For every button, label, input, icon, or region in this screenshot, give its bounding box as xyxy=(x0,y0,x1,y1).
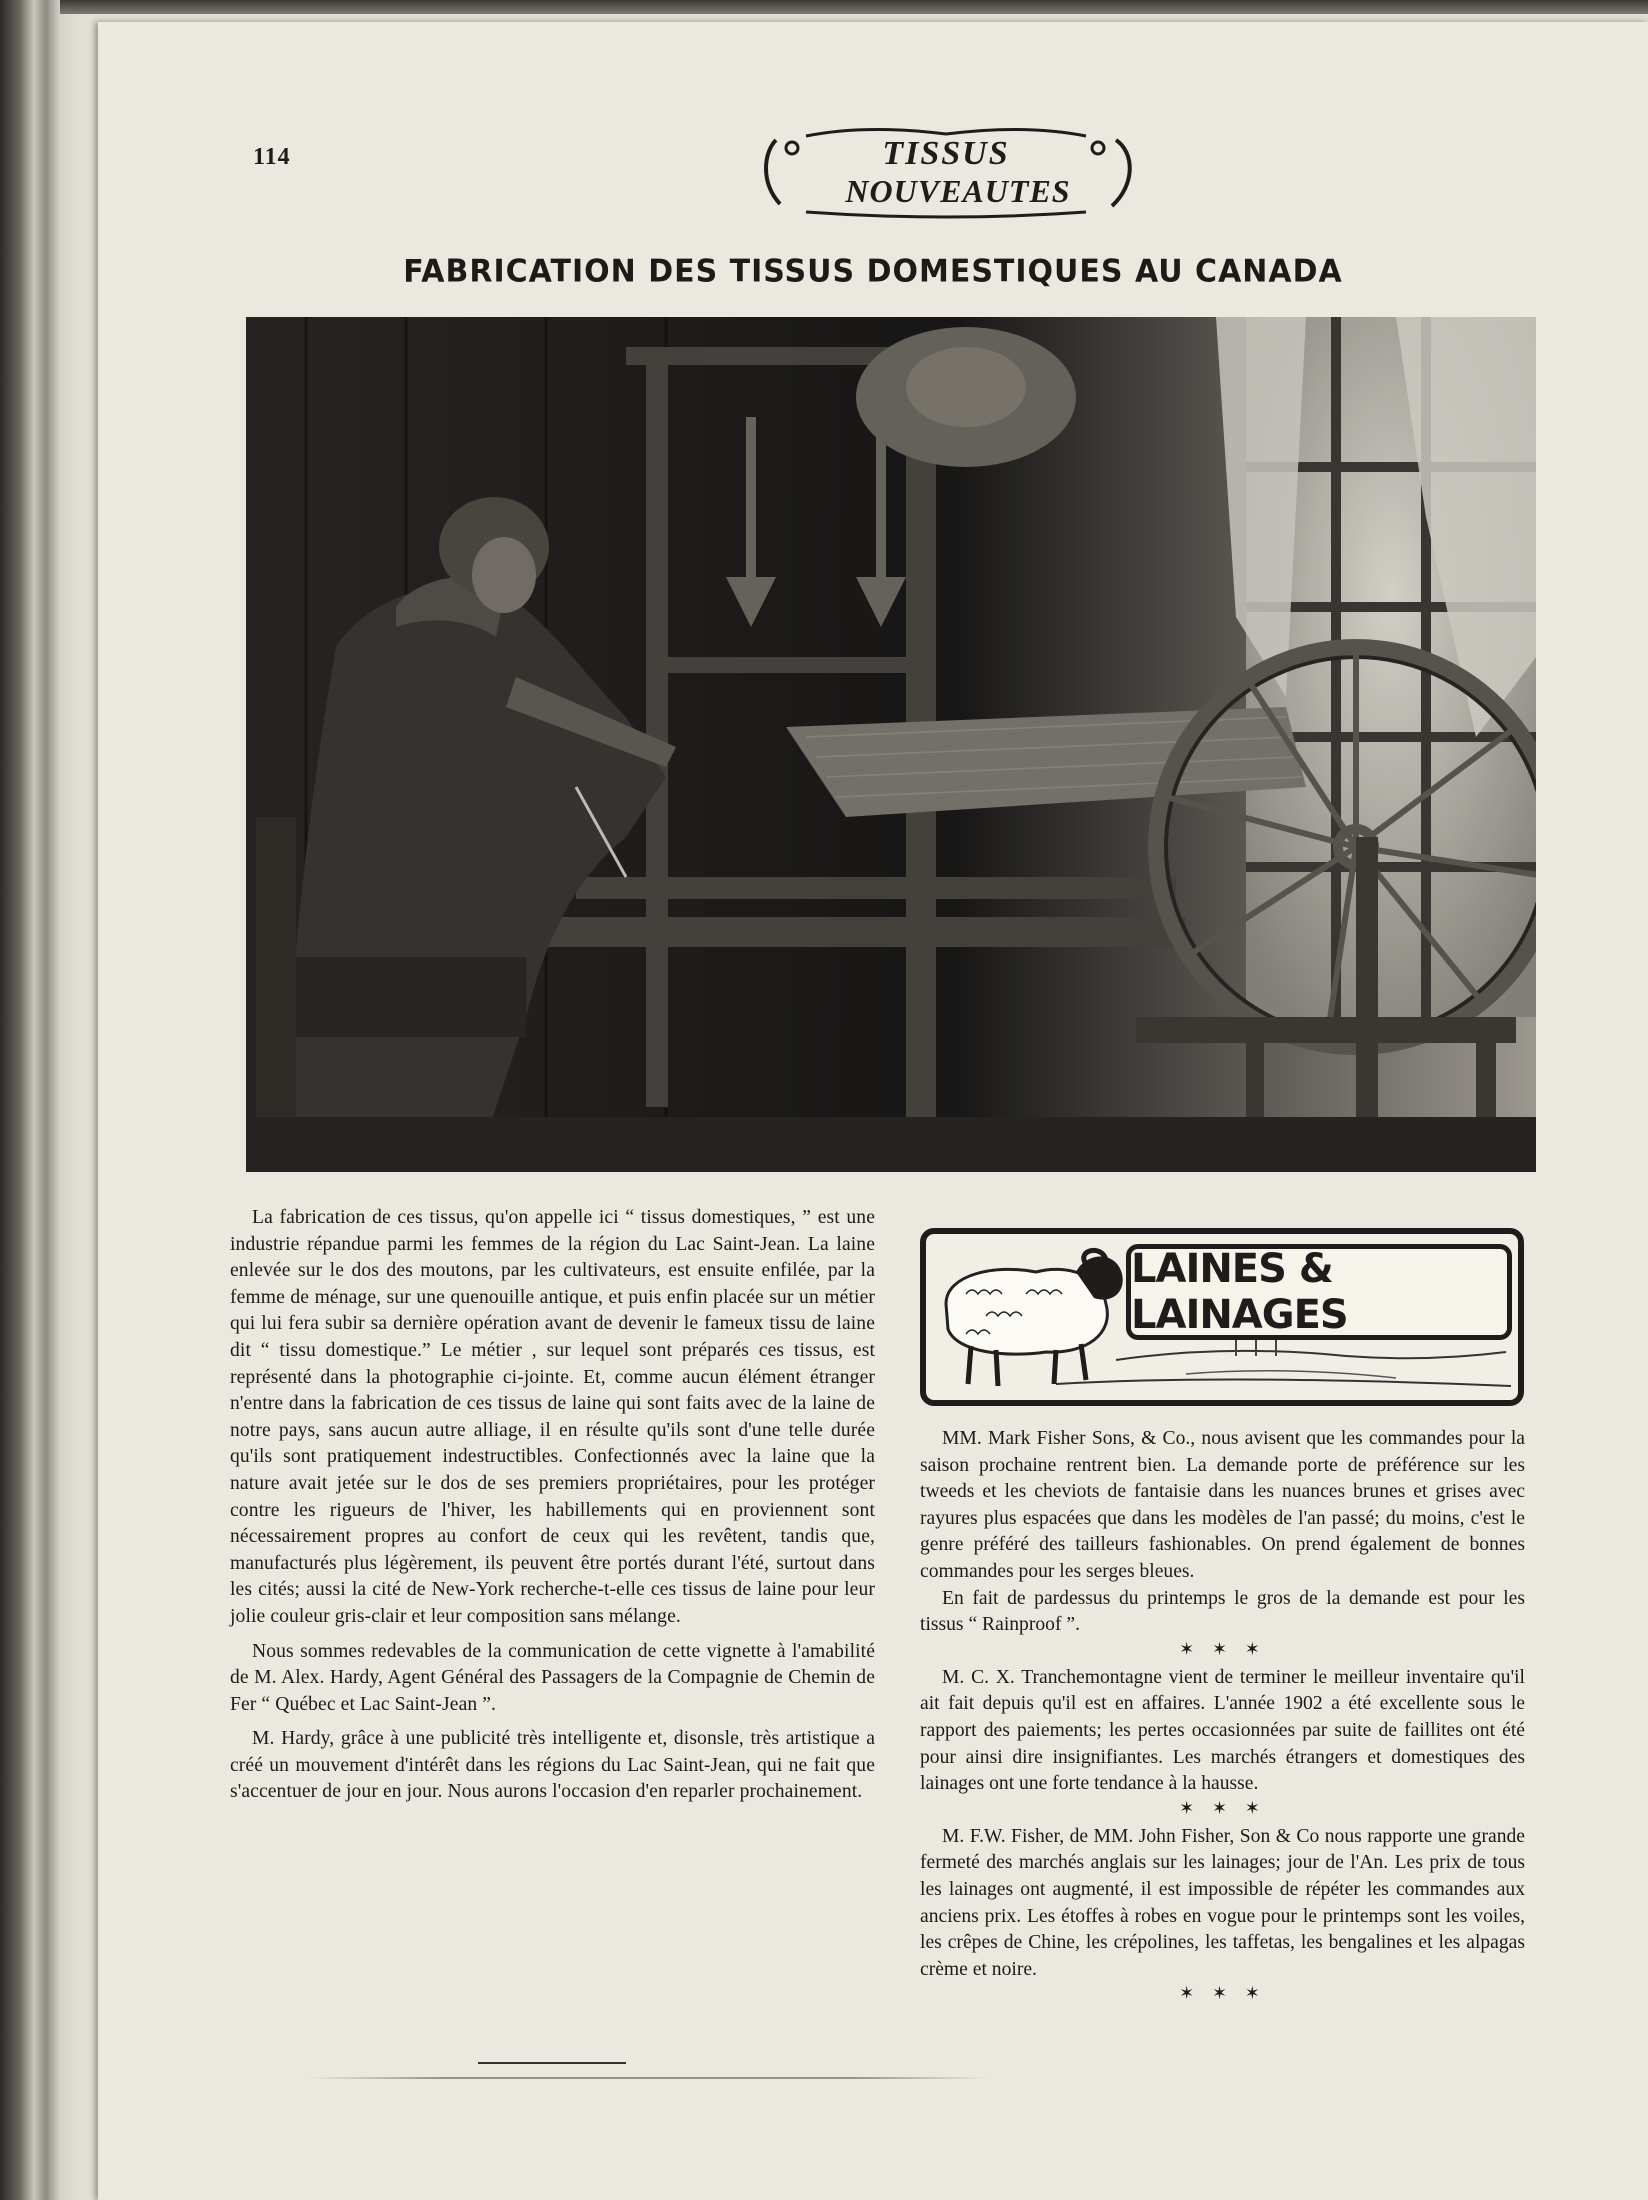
article-body xyxy=(230,1205,875,1806)
magazine-page xyxy=(98,22,1648,2200)
masthead-line1: TISSUS xyxy=(882,135,1010,172)
top-shadow-strip xyxy=(60,0,1648,14)
article-paragraph-1: La fabrication de ces tissus, qu'on appelle ici “ tissus domestiques, ” est une industrie répandue parmi les femmes de la région du Lac Saint-Jean. La laine enlevée sur le dos des moutons, par les cultivateurs, est ensuite enfilée, par la femme de ménage, sur une quenouille antique, et puis enfin placée sur un métier qui lui fera subir sa dernière opération avant de devenir le fameux tissu de laine dit “ tissu domestique.” Le métier , sur lequel sont préparés ces tissus, est représenté dans la photographie ci-jointe. Et, comme aucun élément étranger n'entre dans la fabrication de ces tissus de laine qui sont faits avec de la laine de notre pays, sans aucun autre alliage, il en résulte qu'ils sont d'une telle durée qu'ils sont pratiquement indestructibles. Confectionnés avec la laine que la nature avait jetée sur le dos de ses premiers propriétaires, pour les protéger contre les rigueurs de l'hiver, les habillements qui en proviennent sont nécessairement propres au confort de ceux qui les revêtent, tandis que, manufacturés plus légèrement, ils peuvent être portés durant l'été, surtout dans les cités; aussi la cité de New-York recherche-t-elle ces tissus de laine pour leur jolie couleur gris-clair et leur composition sans mélange. xyxy=(230,1207,875,1627)
separator-stars: ✶ ✶ ✶ xyxy=(1179,1638,1266,1660)
separator-stars: ✶ ✶ ✶ xyxy=(1179,1983,1266,2005)
article-paragraph-2: Nous sommes redevables de la communication de cette vignette à l'amabilité de M. Alex. Hardy, Agent Général des Passagers de la Compagnie de Chemin de Fer “ Québec et Lac Saint-Jean ”. xyxy=(230,1640,875,1715)
news-item-1-paragraph-1: MM. Mark Fisher Sons, & Co., nous avisent que les commandes pour la saison prochaine rentrent bien. La demande porte de préférence sur les tweeds et les cheviots de fantaisie dans les nuances brunes et grises avec rayures plus espacées que dans les modèles de l'an passé; du moins, c'est le genre préféré des tailleurs fashionables. On prend également de bonnes commandes pour les serges bleues. xyxy=(920,1428,1525,1582)
separator-stars: ✶ ✶ ✶ xyxy=(1179,1797,1266,1819)
news-item-2-paragraph-1: M. C. X. Tranchemontagne vient de terminer le meilleur inventaire qu'il ait fait depuis qu'il est en affaires. L'année 1902 a été excellente sous le rapport des paiements; les pertes occasionnées par suite de faillites ont été pour ainsi dire insignifiantes. Les marchés étrangers et domestiques des lainages ont une forte tendance à la hausse. xyxy=(920,1666,1525,1795)
masthead-line2: NOUVEAUTES xyxy=(845,173,1071,209)
page-number: 114 xyxy=(253,144,291,170)
news-item-3-paragraph-1: M. F.W. Fisher, de MM. John Fisher, Son & Co nous rapporte une grande fermeté des marchés anglais sur les lainages; jour de l'An. Les prix de tous les lainages ont augmenté, il est impossible de répéter les commandes aux anciens prix. Les étoffes à robes en vogue pour le printemps sont les voiles, les crêpes de Chine, les crépolines, les taffetas, les bengalines et les alpagas crème et noire. xyxy=(920,1825,1525,1980)
bottom-faint-rule xyxy=(308,2077,988,2079)
news-item-1-paragraph-2: En fait de pardessus du printemps le gros de la demande est pour les tissus “ Rainproof ”. xyxy=(920,1587,1525,1636)
loom-photograph xyxy=(246,317,1536,1172)
column-end-rule xyxy=(478,2062,626,2064)
masthead-logo xyxy=(746,122,1146,222)
article-title: FABRICATION DES TISSUS DOMESTIQUES AU CANADA xyxy=(403,253,1343,290)
banner-title: LAINES & LAINAGES xyxy=(1126,1244,1512,1340)
article-paragraph-3: M. Hardy, grâce à une publicité très intelligente et, disonsle, très artistique a créé un mouvement d'intérêt dans les régions du Lac Saint-Jean, qui ne fait que s'accentuer de jour en jour. Nous aurons l'occasion d'en reparler prochainement. xyxy=(230,1728,875,1803)
section-body xyxy=(920,1426,1525,2009)
section-banner xyxy=(920,1228,1524,1406)
